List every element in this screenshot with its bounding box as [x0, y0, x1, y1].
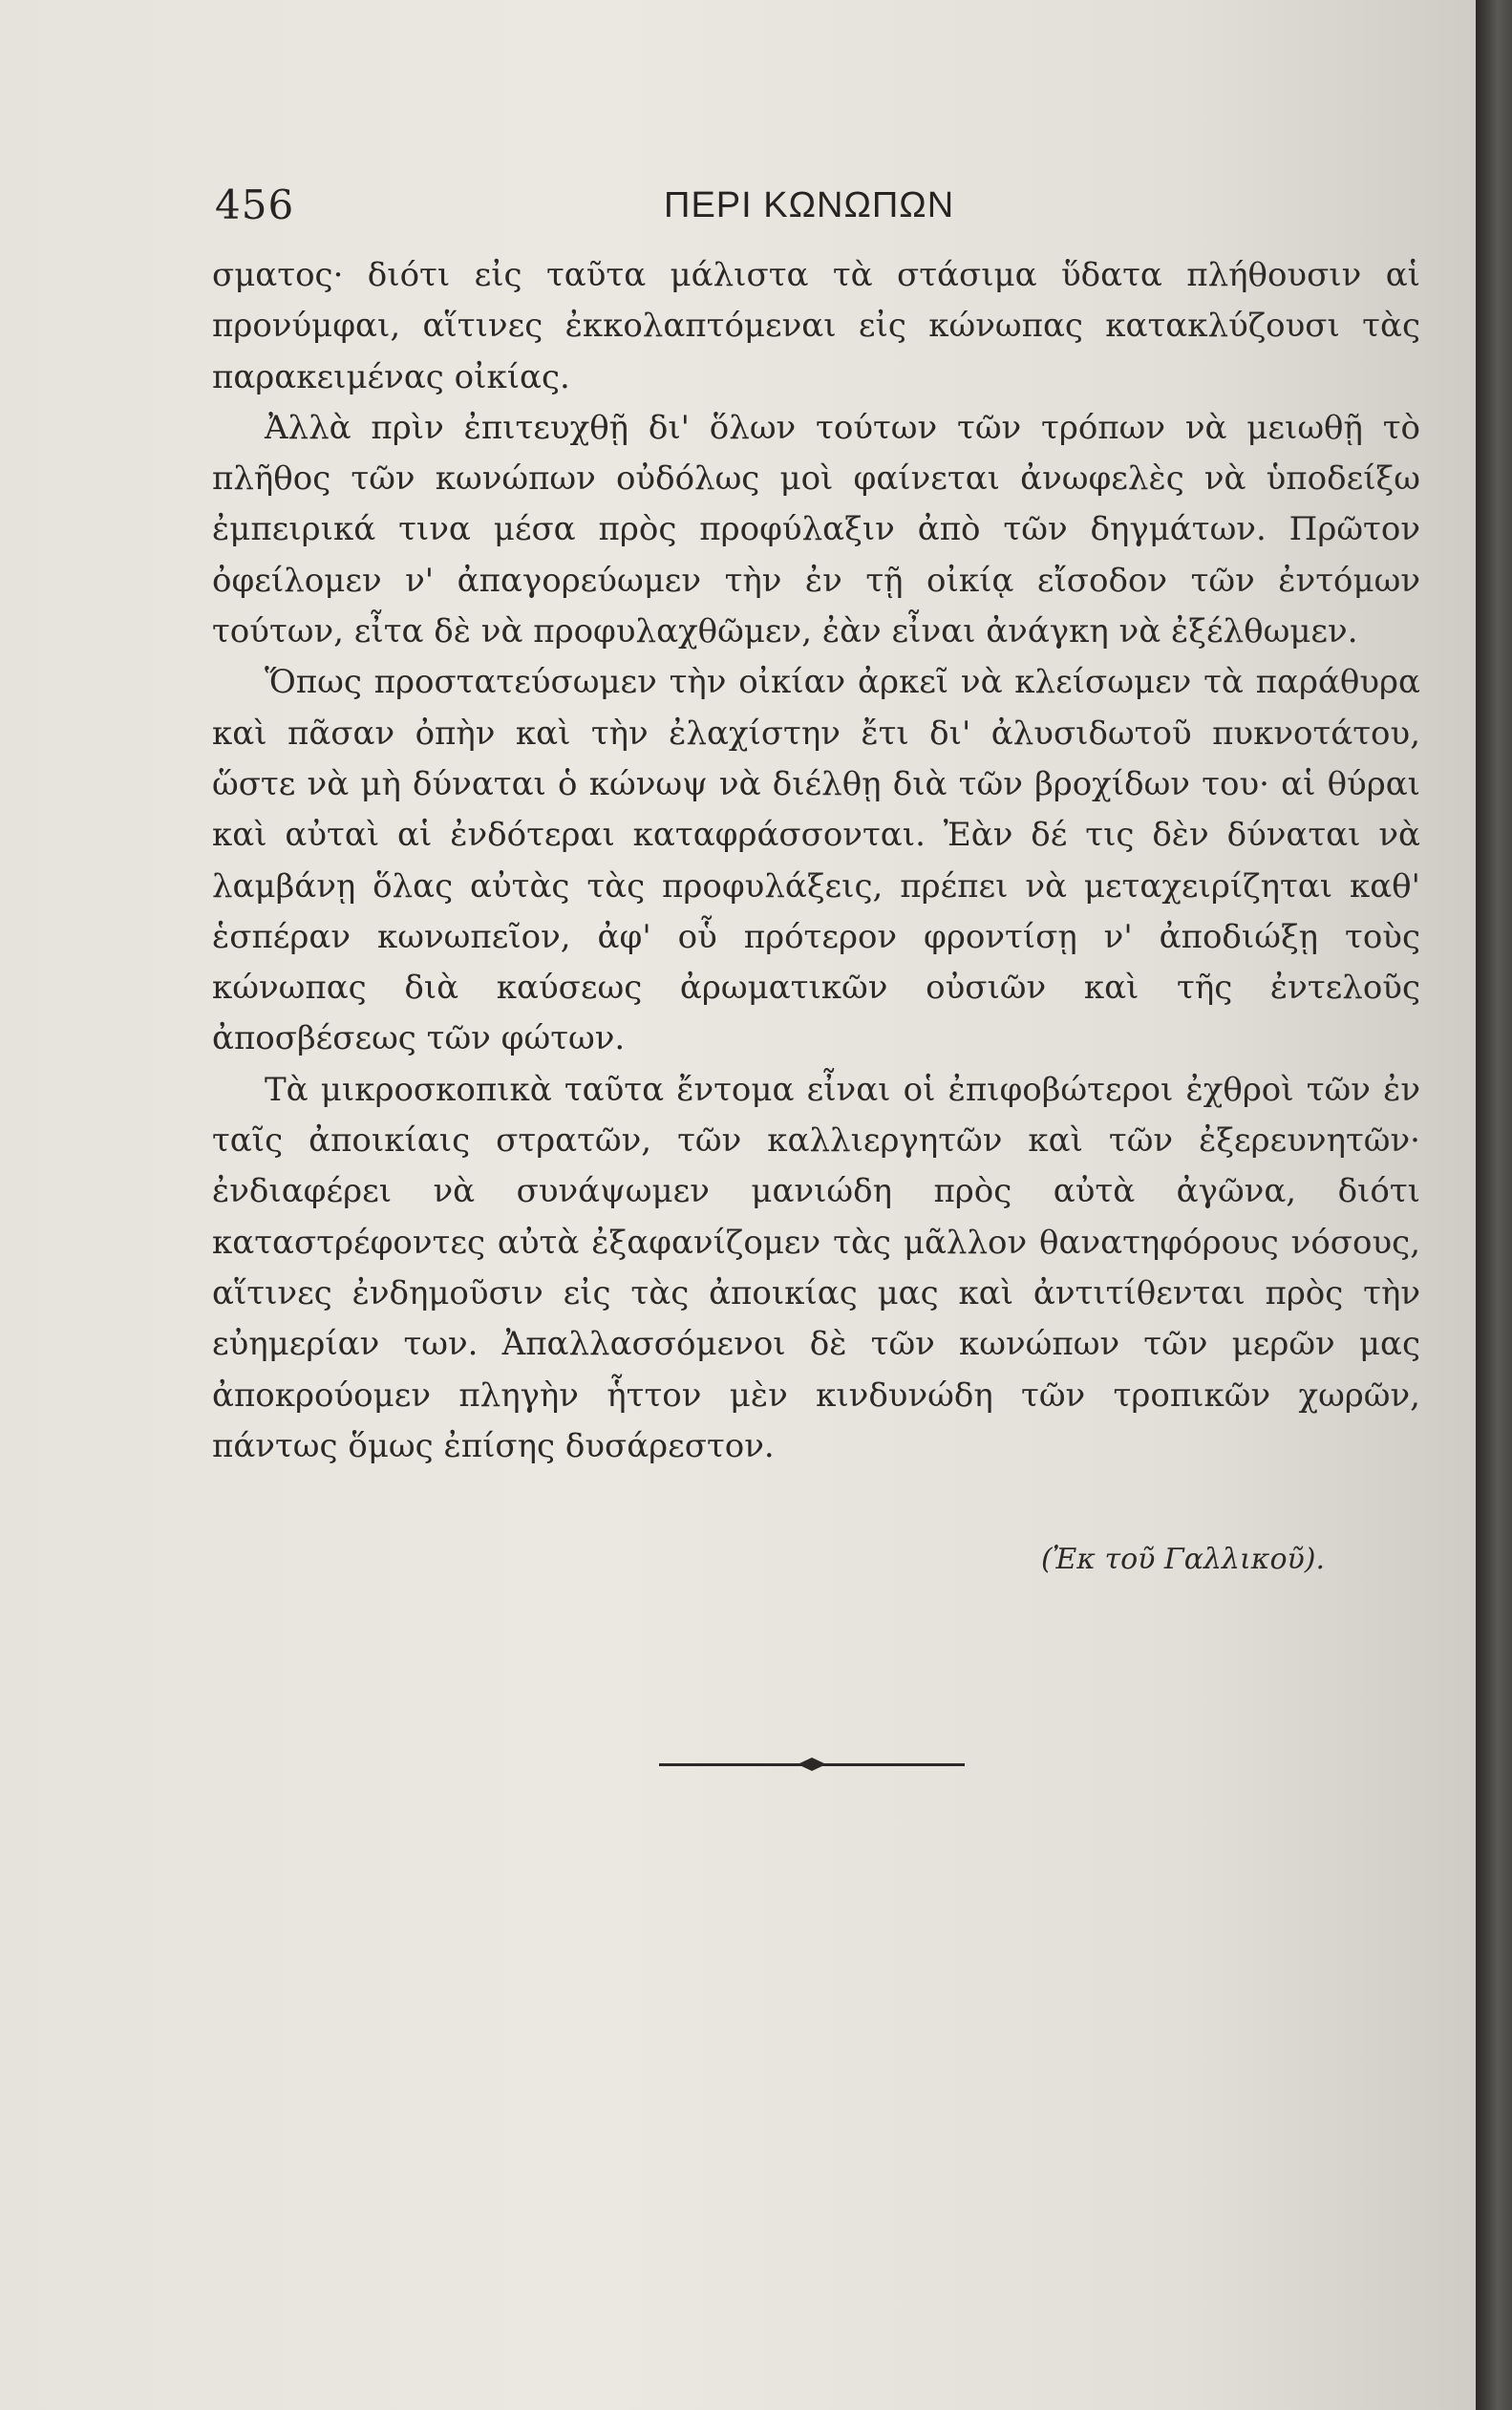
page-edge-shadow [1476, 0, 1512, 2410]
paragraph: Τὰ μικροσκοπικὰ ταῦτα ἔντομα εἶναι οἱ ἐπιφοβώτεροι ἐχθροὶ τῶν ἐν ταῖς ἀποικίαις στρατῶν, τῶν καλλιεργητῶν καὶ τῶν ἐξερευνητῶν· ἐνδιαφέρει νὰ συνάψωμεν μανιώδη πρὸς αὐτὰ ἀγῶνα, διότι καταστρέφοντες αὐτὰ ἐξαφανίζομεν τὰς μᾶλλον θανατηφόρους νόσους, αἵτινες ἐνδημοῦσιν εἰς τὰς ἀποικίας μας καὶ ἀντιτίθενται πρὸς τὴν εὐημερίαν των. Ἀπαλλασσόμενοι δὲ τῶν κωνώπων τῶν μερῶν μας ἀποκρούομεν πληγὴν ἧττον μὲν κινδυνώδη τῶν τροπικῶν χωρῶν, πάντως ὅμως ἐπίσης δυσάρεστον. [212, 1070, 1420, 1465]
end-ornament [659, 1758, 965, 1771]
body-text [212, 250, 1420, 1472]
paragraph-continuation: σματος· διότι εἰς ταῦτα μάλιστα τὰ στάσιμα ὕδατα πλήθουσιν αἱ προνύμφαι, αἵτινες ἐκκολαπτόμεναι εἰς κώνωπας κατακλύζουσι τὰς παρακειμένας οἰκίας. [212, 256, 1420, 396]
running-title: ΠΕΡΙ ΚΩΝΩΠΩΝ [664, 185, 955, 225]
page-number: 456 [215, 181, 295, 228]
page-header [215, 181, 1399, 239]
ornament-diamond-icon [798, 1758, 826, 1771]
paragraph: Ἀλλὰ πρὶν ἐπιτευχθῇ δι' ὅλων τούτων τῶν τρόπων νὰ μειωθῇ τὸ πλῆθος τῶν κωνώπων οὐδόλως μοὶ φαίνεται ἀνωφελὲς νὰ ὑποδείξω ἐμπειρικά τινα μέσα πρὸς προφύλαξιν ἀπὸ τῶν δηγμάτων. Πρῶτον ὀφείλομεν ν' ἀπαγορεύωμεν τὴν ἐν τῇ οἰκίᾳ εἴσοδον τῶν ἐντόμων τούτων, εἶτα δὲ νὰ προφυλαχθῶμεν, ἐὰν εἶναι ἀνάγκη νὰ ἐξέλθωμεν. [212, 408, 1420, 651]
paragraph: Ὅπως προστατεύσωμεν τὴν οἰκίαν ἀρκεῖ νὰ κλείσωμεν τὰ παράθυρα καὶ πᾶσαν ὀπὴν καὶ τὴν ἐλαχίστην ἔτι δι' ἀλυσιδωτοῦ πυκνοτάτου, ὥστε νὰ μὴ δύναται ὁ κώνωψ νὰ διέλθῃ διὰ τῶν βροχίδων του· αἱ θύραι καὶ αὐταὶ αἱ ἐνδότεραι καταφράσσονται. Ἐὰν δέ τις δὲν δύναται νὰ λαμβάνῃ ὅλας αὐτὰς τὰς προφυλάξεις, πρέπει νὰ μεταχειρίζηται καθ' ἑσπέραν κωνωπεῖον, ἀφ' οὗ πρότερον φροντίσῃ ν' ἀποδιώξῃ τοὺς κώνωπας διὰ καύσεως ἀρωματικῶν οὐσιῶν καὶ τῆς ἐντελοῦς ἀποσβέσεως τῶν φώτων. [212, 663, 1420, 1058]
source-attribution: (Ἐκ τοῦ Γαλλικοῦ). [1041, 1543, 1326, 1576]
